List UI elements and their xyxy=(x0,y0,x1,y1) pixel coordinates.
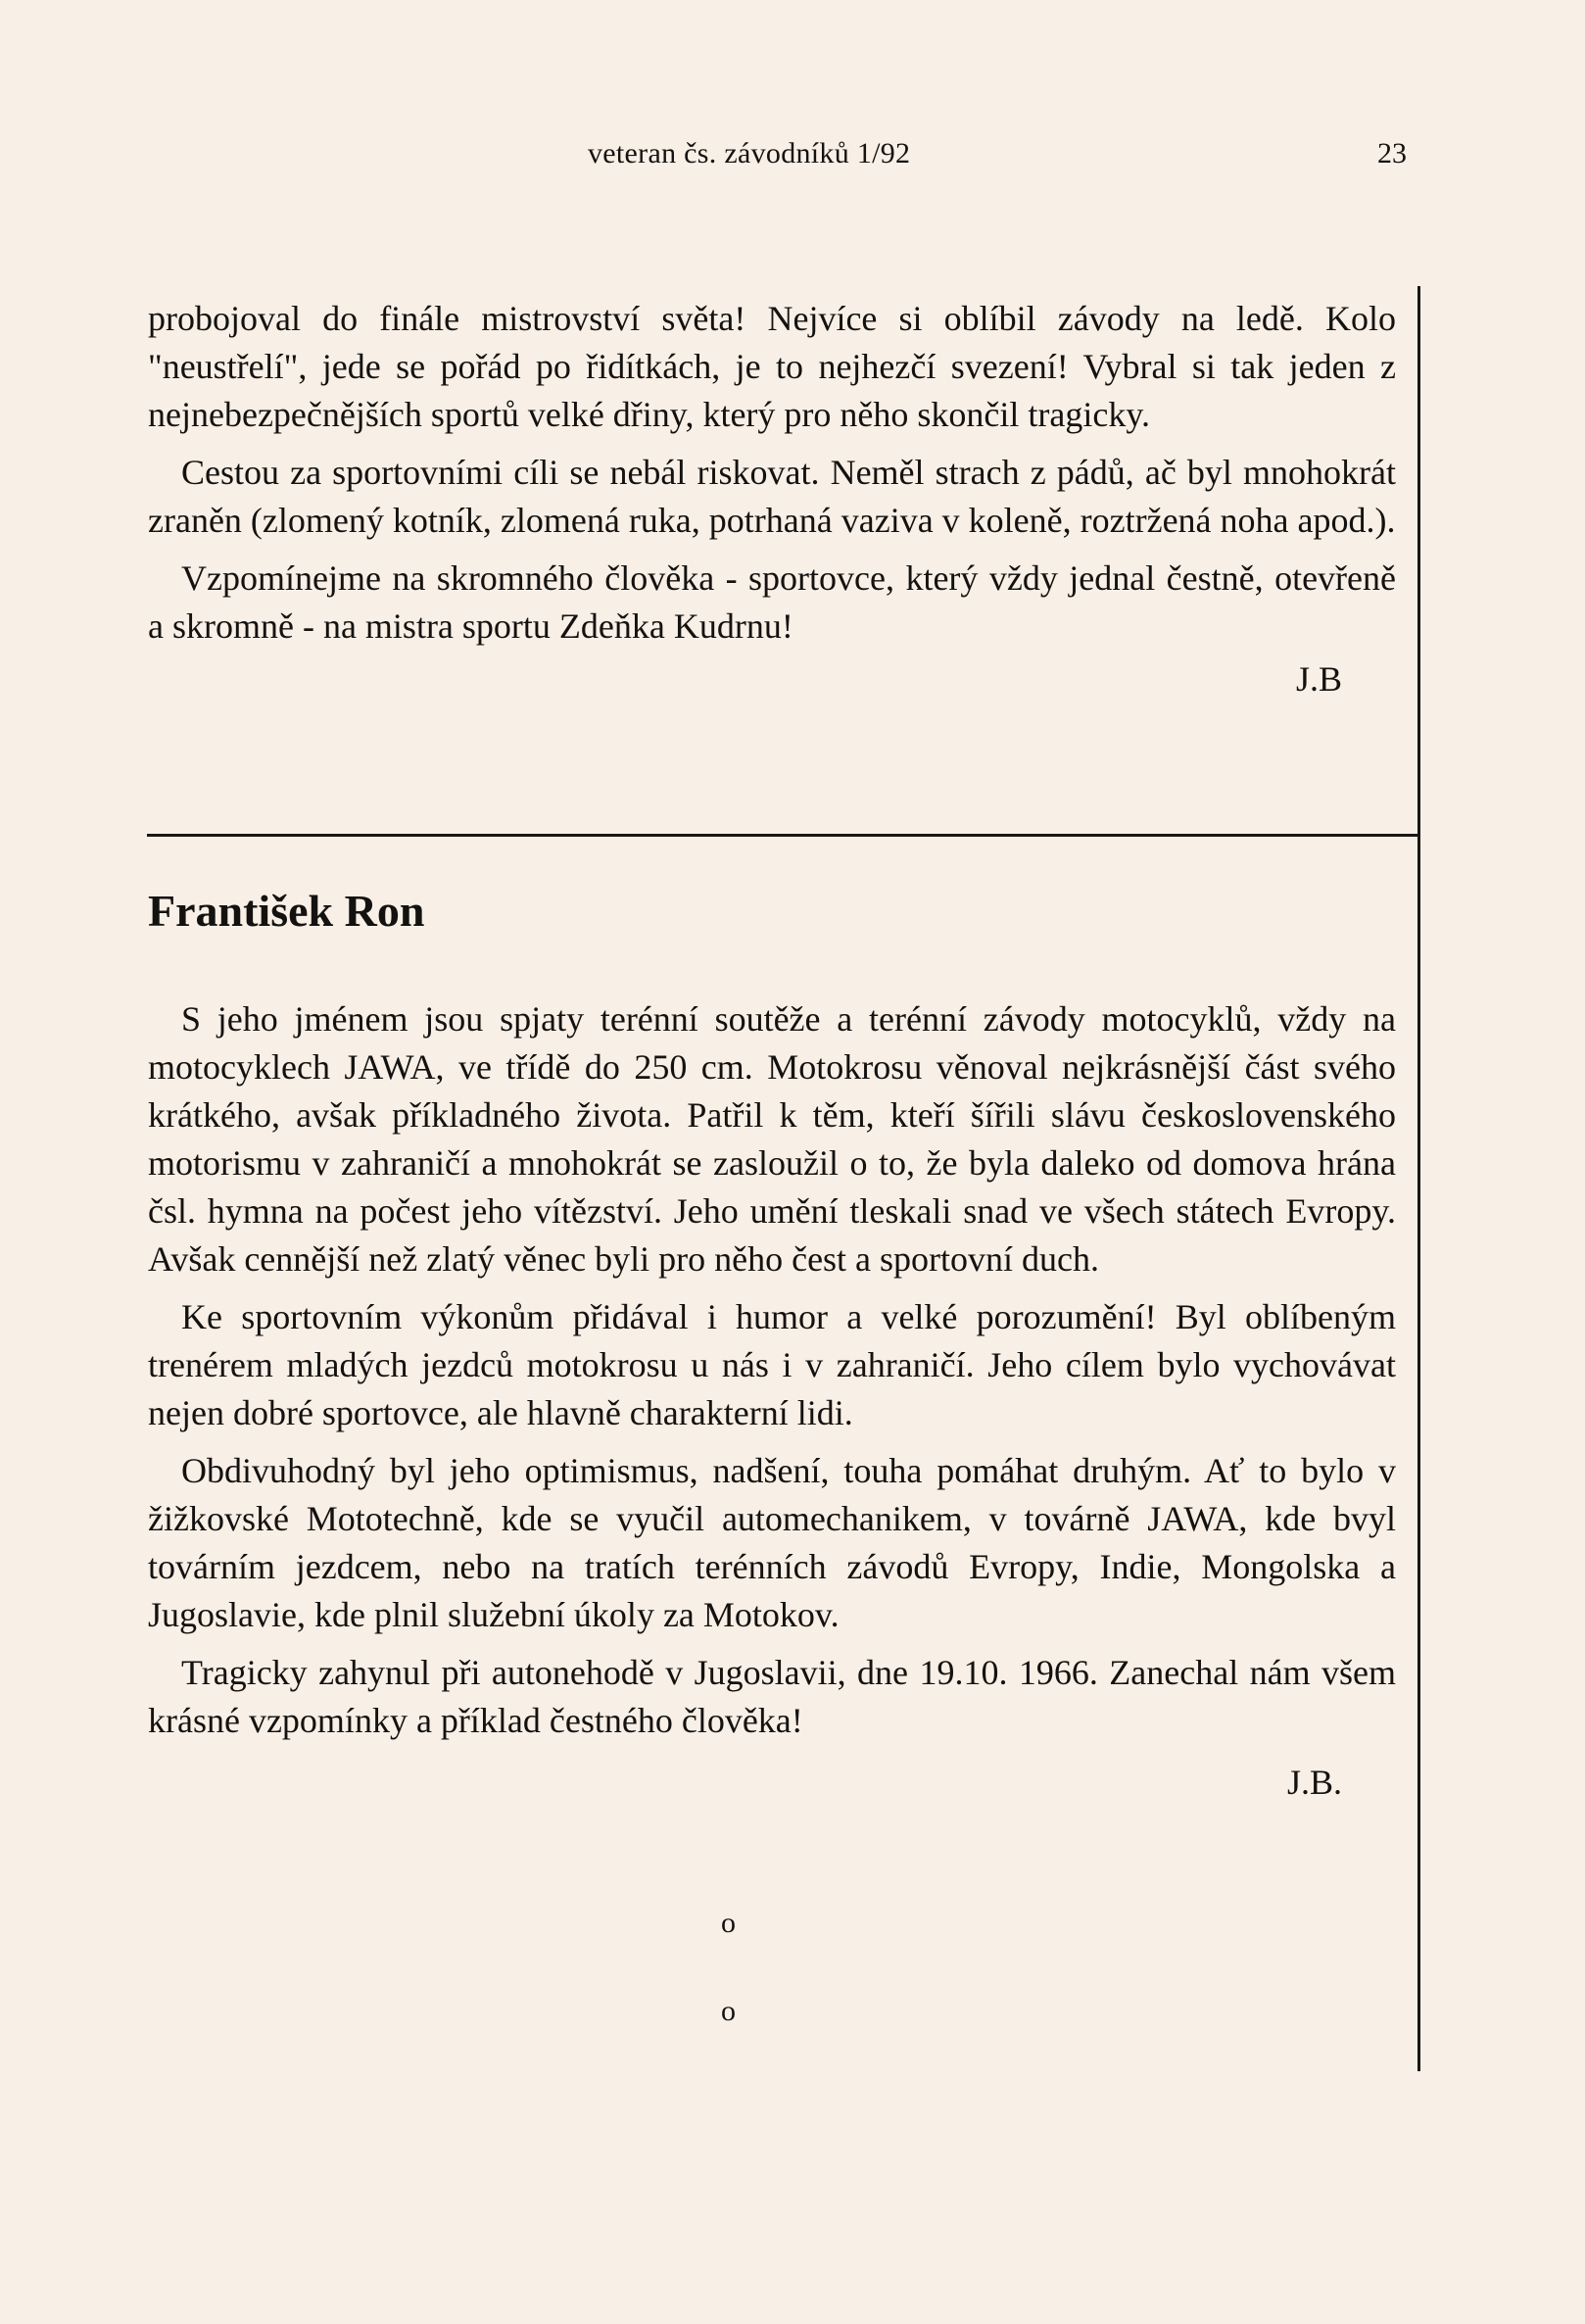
article-heading: František Ron xyxy=(148,886,425,936)
article-paragraph: probojoval do finále mistrovství světa! Nejvíce si oblíbil závody na ledě. Kolo "neustřelí", jede se pořád po řidítkách, je to nejhezčí svezení! Vybral si tak jeden z nejnebezpečnějších sportů velké dřiny, který pro něho skončil tragicky. xyxy=(148,299,1396,434)
article-paragraph: Obdivuhodný byl jeho optimismus, nadšení, touha pomáhat druhým. Ať to bylo v žižkovské Mototechně, kde se vyučil automechanikem, v továrně JAWA, kde bvyl továrním jezdcem, nebo na tratích terénních závodů Evropy, Indie, Mongolska a Jugoslavie, kde plnil služební úkoly za Motokov. xyxy=(148,1451,1396,1634)
vertical-rule xyxy=(1417,286,1420,2071)
article-kudrna xyxy=(148,295,1396,703)
separator-dot: o xyxy=(721,1995,736,2027)
article-paragraph: Tragicky zahynul při autonehodě v Jugoslavii, dne 19.10. 1966. Zanechal nám všem krásné vzpomínky a příklad čestného člověka! xyxy=(148,1653,1396,1740)
article-ron xyxy=(148,995,1396,1807)
article-paragraph: Cestou za sportovními cíli se nebál riskovat. Neměl strach z pádů, ač byl mnohokrát zraněn (zlomený kotník, zlomená ruka, potrhaná vaziva v koleně, roztržená noha apod.). xyxy=(148,453,1396,540)
page-header xyxy=(0,137,1585,176)
journal-title: veteran čs. závodníků 1/92 xyxy=(588,137,911,169)
section-divider xyxy=(147,834,1419,837)
article-paragraph: S jeho jménem jsou spjaty terénní soutěže a terénní závody motocyklů, vždy na motocyklech JAWA, ve třídě do 250 cm. Motokrosu věnoval nejkrásnější část svého krátkého, avšak příkladného života. Patřil k těm, kteří šířili slávu československého motorismu v zahraničí a mnohokrát se zasloužil o to, že byla daleko od domova hrána čsl. hymna na počest jeho vítězství. Jeho umění tleskali snad ve všech státech Evropy. Avšak cennější než zlatý věnec byli pro něho čest a sportovní duch. xyxy=(148,999,1396,1279)
author-signature: J.B xyxy=(1295,659,1342,699)
article-paragraph: Ke sportovním výkonům přidával i humor a velké porozumění! Byl oblíbeným trenérem mladých jezdců motokrosu u nás i v zahraničí. Jeho cílem bylo vychovávat nejen dobré sportovce, ale hlavně charakterní lidi. xyxy=(148,1297,1396,1432)
page-number: 23 xyxy=(1377,137,1407,169)
author-signature: J.B. xyxy=(1286,1763,1342,1802)
separator-dot: o xyxy=(721,1907,736,1939)
article-paragraph: Vzpomínejme na skromného člověka - sportovce, který vždy jednal čestně, otevřeně a skromně - na mistra sportu Zdeňka Kudrnu! xyxy=(148,558,1396,646)
